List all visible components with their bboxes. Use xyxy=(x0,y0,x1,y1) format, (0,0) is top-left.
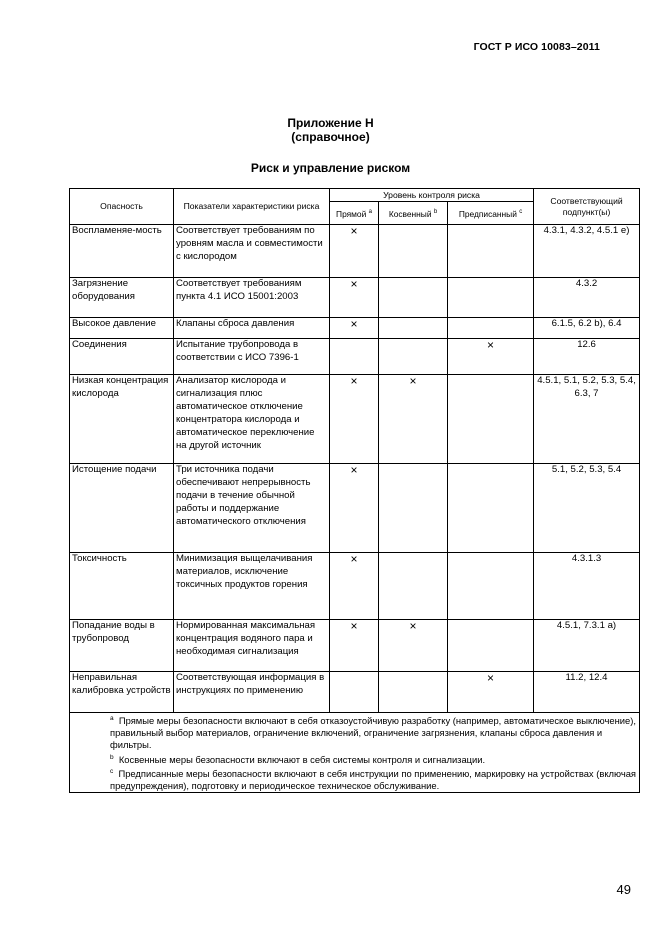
indicator-cell: Соответствующая информация в инструкциях по применению xyxy=(174,672,330,713)
footnote-c: $^c$ Предписанные меры безопасности включают в себя инструкции по применению, маркировку на устройствах (включая предупреждения), подготовку и периодическое техническое обслуживание. xyxy=(110,767,636,792)
direct-control-cell: × xyxy=(330,375,379,464)
col-indicators-header: Показатели характеристики риска xyxy=(174,189,330,225)
table-row xyxy=(70,375,640,464)
document-id: ГОСТ Р ИСО 10083–2011 xyxy=(473,41,600,53)
prescribed-control-cell xyxy=(448,318,534,339)
indicator-cell: Три источника подачи обеспечивают непрерывность подачи в течение обычной работы и поддержание автоматического отключения xyxy=(174,464,330,553)
hazard-cell: Загрязнение оборудования xyxy=(70,278,174,318)
table-row xyxy=(70,339,640,375)
table-row xyxy=(70,225,640,278)
hazard-cell: Токсичность xyxy=(70,553,174,620)
indicator-cell: Минимизация выщелачивания материалов, исключение токсичных продуктов горения xyxy=(174,553,330,620)
indicator-cell: Соответствует требованиям пункта 4.1 ИСО 15001:2003 xyxy=(174,278,330,318)
annex-subtitle: (справочное) xyxy=(291,130,370,144)
col-prescribed-header: Предписанный $^c$ xyxy=(448,202,534,225)
prescribed-control-cell: × xyxy=(448,339,534,375)
hazard-cell: Низкая концентрация кислорода xyxy=(70,375,174,464)
indicator-cell: Анализатор кислорода и сигнализация плюс автоматическое отключение концентратора кислорода и автоматическое переключение на другой источник xyxy=(174,375,330,464)
indirect-control-cell xyxy=(379,318,448,339)
subclause-cell: 4.3.1.3 xyxy=(534,553,640,620)
col-hazard-header: Опасность xyxy=(70,189,174,225)
indirect-control-cell xyxy=(379,553,448,620)
col-subclause-header: Соответствующий подпункт(ы) xyxy=(534,189,640,225)
indirect-control-cell: × xyxy=(379,375,448,464)
indirect-control-cell: × xyxy=(379,620,448,672)
risk-table xyxy=(69,188,640,793)
hazard-cell: Соединения xyxy=(70,339,174,375)
footnote-a: $^a$ Прямые меры безопасности включают в себя отказоустойчивую разработку (например, автоматическое выключение), правильный выбор материалов, ограничение включений, ограничение загрязнения, клапаны сброса давления и фильтры. xyxy=(110,715,636,751)
prescribed-control-cell xyxy=(448,225,534,278)
indicator-cell: Соответствует требованиям по уровням масла и совместимости с кислородом xyxy=(174,225,330,278)
footnote-mark-a: a xyxy=(368,208,372,215)
prescribed-control-cell xyxy=(448,464,534,553)
prescribed-control-cell xyxy=(448,375,534,464)
indirect-control-cell xyxy=(379,339,448,375)
direct-control-cell: × xyxy=(330,318,379,339)
direct-control-cell: × xyxy=(330,278,379,318)
subclause-cell: 6.1.5, 6.2 b), 6.4 xyxy=(534,318,640,339)
annex-title: Приложение Н xyxy=(287,116,374,130)
prescribed-control-cell xyxy=(448,620,534,672)
direct-control-cell: × xyxy=(330,620,379,672)
hazard-cell: Воспламеняе-мость xyxy=(70,225,174,278)
table-row xyxy=(70,318,640,339)
indirect-control-cell xyxy=(379,278,448,318)
subclause-cell: 12.6 xyxy=(534,339,640,375)
prescribed-control-cell xyxy=(448,278,534,318)
subclause-cell: 4.3.1, 4.3.2, 4.5.1 e) xyxy=(534,225,640,278)
prescribed-control-cell xyxy=(448,553,534,620)
indicator-cell: Испытание трубопровода в соответствии с ИСО 7396-1 xyxy=(174,339,330,375)
subclause-cell: 4.5.1, 5.1, 5.2, 5.3, 5.4, 6.3, 7 xyxy=(534,375,640,464)
indicator-cell: Клапаны сброса давления xyxy=(174,318,330,339)
indicator-cell: Нормированная максимальная концентрация водяного пара и необходимая сигнализация xyxy=(174,620,330,672)
page-number: 49 xyxy=(616,882,631,897)
subclause-cell: 5.1, 5.2, 5.3, 5.4 xyxy=(534,464,640,553)
prescribed-control-cell: × xyxy=(448,672,534,713)
table-row xyxy=(70,553,640,620)
footnote-mark-c: c xyxy=(519,208,523,215)
indirect-control-cell xyxy=(379,672,448,713)
direct-control-cell xyxy=(330,339,379,375)
table-row xyxy=(70,464,640,553)
subclause-cell: 4.3.2 xyxy=(534,278,640,318)
section-heading: Риск и управление риском xyxy=(250,161,411,175)
indirect-control-cell xyxy=(379,464,448,553)
footnote-b: $^b$ Косвенные меры безопасности включают в себя системы контроля и сигнализации. xyxy=(110,753,486,765)
direct-control-cell: × xyxy=(330,553,379,620)
table-row xyxy=(70,278,640,318)
subclause-cell: 4.5.1, 7.3.1 a) xyxy=(534,620,640,672)
hazard-cell: Попадание воды в трубопровод xyxy=(70,620,174,672)
indirect-control-cell xyxy=(379,225,448,278)
table-footnotes xyxy=(70,713,640,793)
hazard-cell: Неправильная калибровка устройств xyxy=(70,672,174,713)
table-row xyxy=(70,672,640,713)
direct-control-cell xyxy=(330,672,379,713)
hazard-cell: Высокое давление xyxy=(70,318,174,339)
direct-control-cell: × xyxy=(330,464,379,553)
col-indirect-header: Косвенный $^b$ xyxy=(379,202,448,225)
col-control-level-header: Уровень контроля риска xyxy=(330,189,534,202)
footnote-mark-b: b xyxy=(433,208,438,215)
hazard-cell: Истощение подачи xyxy=(70,464,174,553)
table-row xyxy=(70,620,640,672)
col-direct-header: Прямой $^a$ xyxy=(330,202,379,225)
direct-control-cell: × xyxy=(330,225,379,278)
subclause-cell: 11.2, 12.4 xyxy=(534,672,640,713)
